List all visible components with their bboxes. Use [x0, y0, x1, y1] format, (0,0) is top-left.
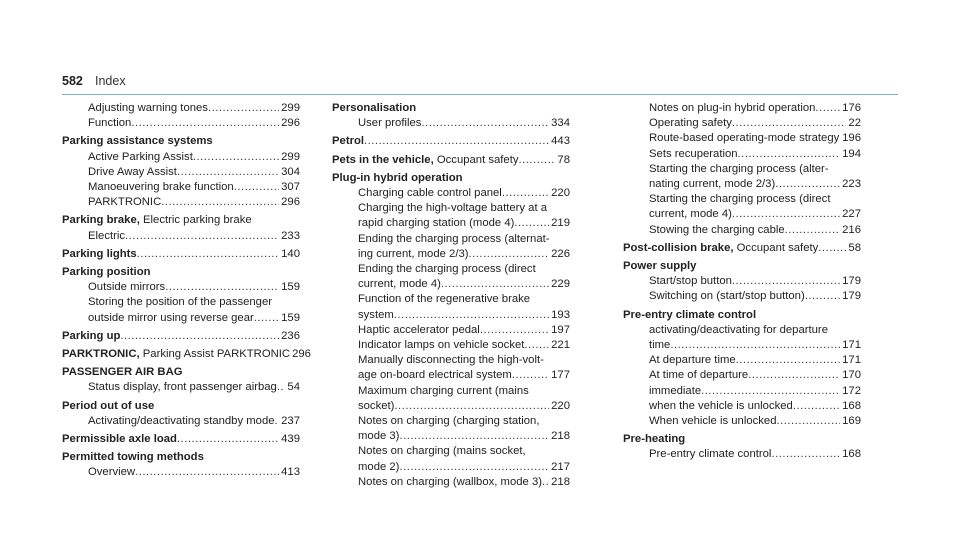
dot-leader	[805, 289, 840, 304]
dot-leader	[394, 308, 549, 323]
page-reference: 172	[842, 384, 861, 397]
page-reference: 443	[551, 135, 570, 148]
index-heading-line	[62, 265, 300, 280]
index-subentry-text: Operating safety	[649, 117, 732, 130]
index-subentry	[62, 280, 300, 295]
index-entry	[62, 399, 300, 429]
index-heading-suffix: Parking Assist PARKTRONIC	[139, 348, 291, 361]
index-subentry-text: Notes on plug-in hybrid operation	[649, 102, 816, 114]
index-entry	[62, 450, 300, 480]
page-reference: 179	[842, 275, 861, 288]
index-subentry	[623, 447, 861, 462]
page-reference: 176	[842, 102, 861, 114]
index-heading-line	[332, 153, 570, 168]
index-subentry-text: current, mode 4)	[358, 278, 441, 291]
index-subentry	[62, 380, 300, 395]
index-subentry	[623, 289, 861, 304]
index-entry	[332, 171, 570, 490]
index-subentry-text: Haptic accelerator pedal	[358, 323, 480, 336]
index-subentry	[332, 216, 570, 231]
index-heading-suffix: Occupant safety	[733, 241, 819, 254]
dot-leader	[421, 116, 549, 131]
index-subentry	[332, 429, 570, 444]
index-subentry	[623, 147, 861, 162]
index-subentry-text: Drive Away Assist	[88, 165, 177, 178]
index-subentry-text: nating current, mode 2/3)	[649, 178, 776, 191]
index-entry	[332, 134, 570, 149]
dot-leader	[736, 353, 840, 368]
page-reference: 159	[281, 311, 300, 324]
index-subentry	[623, 338, 861, 353]
index-subentry-text: Start/stop button	[649, 275, 732, 288]
dot-leader	[512, 368, 549, 383]
page-reference: 413	[281, 466, 300, 479]
index-subentry-text: Pre-entry climate control	[649, 448, 772, 461]
index-subentry-text: Outside mirrors	[88, 281, 166, 294]
index-subentry-text: Notes on charging (charging station,	[358, 415, 540, 428]
dot-leader	[793, 399, 840, 414]
index-subentry-text: Switching on (start/stop button)	[649, 290, 805, 303]
index-subentry	[62, 311, 300, 326]
dot-leader	[732, 274, 840, 289]
index-subentry-text: mode 2)	[358, 460, 400, 473]
index-subentry-text: Electric	[88, 229, 126, 242]
page-reference: 216	[842, 223, 861, 236]
page-reference: 226	[551, 247, 570, 260]
dot-leader	[399, 429, 549, 444]
dot-leader	[193, 150, 279, 165]
index-subentry-text: Adjusting warning tones	[88, 102, 208, 114]
dot-leader	[165, 280, 279, 295]
dot-leader	[441, 277, 549, 292]
index-subentry-text: At time of departure	[649, 369, 749, 382]
page-reference: 193	[551, 308, 570, 321]
page-reference: 194	[842, 147, 861, 160]
page-reference: 237	[281, 414, 300, 427]
index-subentry	[623, 353, 861, 368]
dot-leader	[125, 229, 279, 244]
index-heading-line	[623, 308, 861, 323]
page-reference: 220	[551, 187, 570, 200]
dot-leader	[524, 338, 549, 353]
dot-leader	[519, 153, 556, 168]
index-subentry	[623, 223, 861, 238]
dot-leader	[277, 380, 286, 395]
dot-leader	[670, 338, 840, 353]
dot-leader	[394, 399, 549, 414]
index-heading-line	[62, 450, 300, 465]
dot-leader	[771, 447, 840, 462]
index-subentry-text: activating/deactivating for departure	[649, 323, 828, 336]
index-subentry-text: When vehicle is unlocked	[649, 415, 777, 428]
page-reference: 168	[842, 448, 861, 461]
index-subentry-text: Notes on charging (mains socket,	[358, 445, 526, 458]
page-reference: 296	[281, 196, 300, 209]
index-subentry-text: current, mode 4)	[649, 208, 732, 221]
index-entry	[62, 213, 300, 243]
page-reference: 236	[281, 329, 300, 342]
index-column-1	[62, 101, 311, 481]
page-reference: 296	[281, 117, 300, 130]
index-subentry	[62, 414, 300, 429]
page-reference: 223	[842, 178, 861, 191]
index-heading: Pre-entry climate control	[623, 308, 757, 321]
index-heading: Pre-heating	[623, 433, 686, 446]
index-heading-line	[62, 247, 300, 262]
index-heading: Parking up	[62, 329, 121, 342]
index-subentry-text: Ending the charging process (alternat-	[358, 232, 550, 245]
index-heading-line	[623, 259, 861, 274]
dot-leader	[738, 147, 841, 162]
index-subentry-text: Activating/deactivating standby mode	[88, 414, 275, 427]
index-subentry	[623, 101, 861, 116]
index-heading: Petrol	[332, 135, 365, 148]
dot-leader	[131, 116, 279, 131]
page-reference: 197	[551, 323, 570, 336]
index-heading-line	[332, 101, 570, 116]
page-reference: 169	[842, 415, 861, 428]
dot-leader	[776, 414, 840, 429]
index-subentry-text: Starting the charging process (direct	[649, 193, 831, 206]
index-subentry	[623, 131, 861, 146]
index-heading-line	[62, 329, 300, 344]
dot-leader	[469, 247, 550, 262]
index-column-3	[623, 101, 861, 463]
index-heading-line	[623, 241, 861, 256]
index-subentry-text: Function of the regenerative brake	[358, 293, 531, 306]
index-subentry-text: Stowing the charging cable	[649, 223, 785, 236]
page-reference: 78	[557, 153, 570, 166]
index-heading: Parking brake,	[62, 214, 140, 227]
index-subentry	[332, 475, 570, 490]
index-subentry-text: when the vehicle is unlocked	[649, 399, 793, 412]
page-reference: 334	[551, 117, 570, 130]
index-subentry-text: Manually disconnecting the high-volt-	[358, 354, 544, 367]
dot-leader	[748, 368, 840, 383]
page-reference: 54	[287, 381, 300, 394]
index-subentry	[332, 277, 570, 292]
dot-leader	[815, 101, 840, 116]
index-heading-line	[62, 213, 300, 228]
index-entry	[332, 153, 570, 168]
index-heading: Plug-in hybrid operation	[332, 171, 463, 184]
dot-leader	[208, 101, 279, 116]
index-subentry-text: PARKTRONIC	[88, 196, 162, 209]
index-subentry	[332, 186, 570, 201]
index-subentry-text: Storing the position of the passenger	[88, 296, 273, 309]
index-subentry-text: Manoeuvering brake function	[88, 181, 234, 194]
index-heading: Permitted towing methods	[62, 451, 204, 464]
index-subentry-text: socket)	[358, 399, 395, 412]
index-heading-line	[623, 432, 861, 447]
index-heading: Parking position	[62, 266, 151, 279]
index-entry	[62, 365, 300, 395]
index-subentry	[332, 460, 570, 475]
index-entry	[623, 241, 861, 256]
index-entry	[623, 259, 861, 305]
index-subentry-text: mode 3)	[358, 430, 400, 443]
page-reference: 307	[281, 181, 300, 194]
index-subentry	[332, 399, 570, 414]
dot-leader	[502, 186, 549, 201]
dot-leader	[177, 165, 279, 180]
page-reference: 296	[292, 348, 311, 361]
index-subentry-text: system	[358, 308, 394, 321]
page-reference: 58	[848, 241, 861, 254]
index-subentry-text: age on-board electrical system	[358, 369, 512, 382]
index-subentry-text: Route-based operating-mode strategy	[649, 132, 840, 145]
index-heading-text	[623, 241, 818, 256]
index-subentry	[62, 101, 300, 116]
index-heading-line	[62, 432, 300, 447]
page-reference: 140	[281, 247, 300, 260]
dot-leader	[177, 432, 279, 447]
index-subentry	[332, 338, 570, 353]
index-subentry-text: outside mirror using reverse gear	[88, 311, 254, 324]
page-reference: 171	[842, 354, 861, 367]
index-subentry-text: At departure time	[649, 354, 736, 367]
index-heading: Personalisation	[332, 102, 417, 114]
dot-leader	[399, 460, 549, 475]
index-subentry-text: Maximum charging current (mains	[358, 384, 529, 397]
page-reference: 227	[842, 208, 861, 221]
index-subentry	[62, 180, 300, 195]
index-heading: PARKTRONIC,	[62, 348, 140, 361]
index-subentry	[332, 323, 570, 338]
dot-leader	[137, 247, 279, 262]
dot-leader	[732, 116, 847, 131]
index-subentry-text: Sets recuperation	[649, 147, 738, 160]
dot-leader	[701, 384, 840, 399]
index-heading: Parking assistance systems	[62, 135, 213, 148]
index-subentry-text: Overview	[88, 466, 136, 479]
index-entry	[623, 432, 861, 462]
page-reference: 196	[842, 132, 861, 145]
index-heading-text	[62, 329, 120, 344]
index-entry	[623, 101, 861, 238]
index-subentry	[623, 399, 861, 414]
dot-leader	[775, 177, 840, 192]
page-reference: 221	[551, 339, 570, 352]
index-heading-suffix: Electric parking brake	[139, 214, 252, 227]
index-heading-text	[62, 432, 177, 447]
page-reference: 179	[842, 290, 861, 303]
index-subentry	[623, 384, 861, 399]
index-subentry	[62, 195, 300, 210]
index-subentry	[623, 368, 861, 383]
index-subentry-text: rapid charging station (mode 4)	[358, 217, 515, 230]
index-heading: PASSENGER AIR BAG	[62, 366, 183, 379]
index-heading-line	[62, 347, 311, 362]
dot-leader	[234, 180, 279, 195]
index-subentry-text: User profiles	[358, 117, 422, 130]
index-heading: Permissible axle load	[62, 433, 177, 446]
page-reference: 22	[848, 117, 861, 130]
page-reference: 170	[842, 369, 861, 382]
dot-leader	[135, 465, 279, 480]
page-reference: 177	[551, 369, 570, 382]
index-heading-text	[332, 153, 519, 168]
index-entry	[62, 329, 300, 344]
index-subentry-text: Ending the charging process (direct	[358, 263, 536, 276]
index-heading-text	[62, 247, 137, 262]
index-heading-line	[62, 134, 300, 149]
index-subentry-text: Starting the charging process (alter-	[649, 162, 829, 175]
index-subentry-text: Status display, front passenger airbag	[88, 381, 277, 394]
dot-leader	[120, 329, 279, 344]
index-subentry-text: time	[649, 339, 671, 352]
page-reference: 219	[551, 217, 570, 230]
index-subentry-text: Charging cable control panel	[358, 187, 502, 200]
dot-leader	[514, 216, 549, 231]
index-entry	[62, 134, 300, 210]
page-reference: 168	[842, 399, 861, 412]
index-heading-line	[62, 365, 300, 380]
index-heading: Power supply	[623, 260, 697, 273]
index-subentry	[623, 274, 861, 289]
index-heading: Period out of use	[62, 399, 155, 412]
index-entry	[623, 308, 861, 430]
index-subentry-text: Notes on charging (wallbox, mode 3)	[358, 475, 542, 488]
page-reference: 171	[842, 339, 861, 352]
index-entry	[62, 432, 300, 447]
page-reference: 304	[281, 165, 300, 178]
dot-leader	[818, 241, 846, 256]
dot-leader	[161, 195, 279, 210]
index-entry	[62, 265, 300, 326]
index-subentry-text: Active Parking Assist	[88, 150, 193, 163]
page-reference: 220	[551, 399, 570, 412]
page-reference: 299	[281, 102, 300, 114]
index-column-2	[332, 101, 570, 490]
index-heading-text	[62, 347, 290, 362]
index-entry	[62, 101, 300, 131]
page-reference: 217	[551, 460, 570, 473]
index-subentry	[62, 165, 300, 180]
dot-leader	[732, 207, 840, 222]
page-reference: 218	[551, 430, 570, 443]
page-reference: 233	[281, 229, 300, 242]
index-subentry	[62, 229, 300, 244]
index-subentry	[62, 465, 300, 480]
index-subentry	[623, 414, 861, 429]
index-subentry	[623, 116, 861, 131]
index-heading: Post-collision brake,	[623, 241, 734, 254]
index-subentry	[332, 308, 570, 323]
index-heading: Parking lights	[62, 247, 137, 260]
index-subentry-text: Function	[88, 117, 132, 130]
index-heading-line	[62, 399, 300, 414]
index-subentry-text: Indicator lamps on vehicle socket	[358, 339, 525, 352]
index-heading-suffix: Occupant safety	[433, 153, 519, 166]
page-reference: 299	[281, 150, 300, 163]
index-subentry-text: ing current, mode 2/3)	[358, 247, 469, 260]
index-subentry	[62, 150, 300, 165]
page-reference: 218	[551, 475, 570, 488]
page-number: 582	[62, 74, 83, 88]
index-subentry	[332, 247, 570, 262]
index-entry	[62, 247, 300, 262]
index-heading: Pets in the vehicle,	[332, 153, 434, 166]
index-subentry	[332, 116, 570, 131]
index-entry	[62, 347, 311, 362]
dot-leader	[364, 134, 549, 149]
index-subentry	[623, 177, 861, 192]
index-heading-line	[332, 171, 570, 186]
index-subentry	[62, 116, 300, 131]
dot-leader	[785, 223, 840, 238]
page-reference: 229	[551, 278, 570, 291]
index-subentry	[623, 207, 861, 222]
index-heading-line	[332, 134, 570, 149]
dot-leader	[542, 475, 549, 490]
header-divider	[62, 94, 898, 95]
page-reference: 439	[281, 433, 300, 446]
index-entry	[332, 101, 570, 131]
section-title: Index	[95, 74, 126, 88]
dot-leader	[254, 311, 279, 326]
page-header	[62, 74, 898, 96]
dot-leader	[480, 323, 549, 338]
page-reference: 159	[281, 281, 300, 294]
index-subentry-text: Charging the high-voltage battery at a	[358, 202, 548, 215]
index-subentry	[332, 368, 570, 383]
index-heading-text	[332, 134, 364, 149]
index-subentry-text: immediate	[649, 384, 702, 397]
